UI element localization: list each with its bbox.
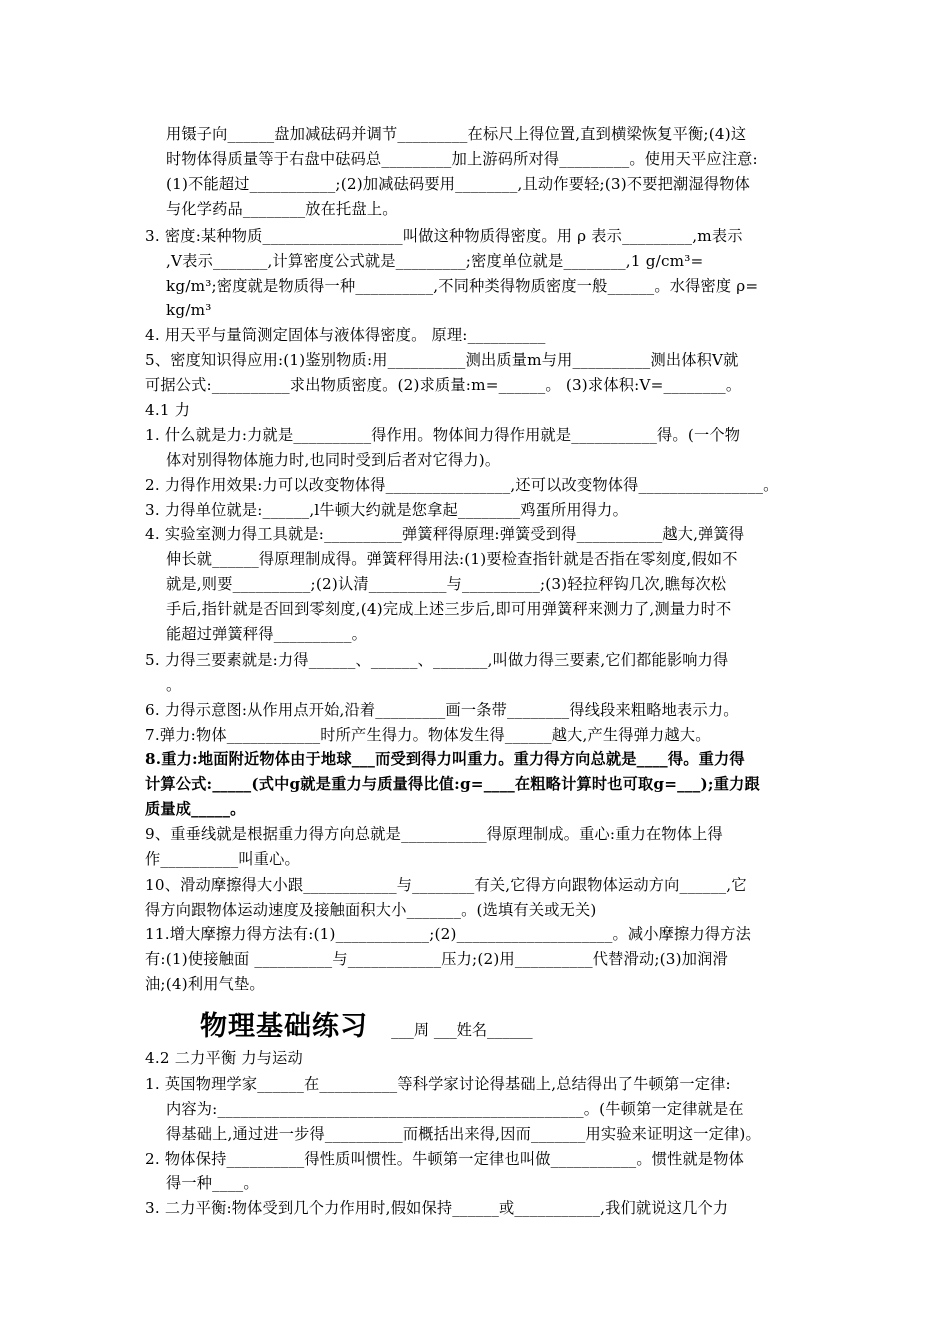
- text-line: 5、密度知识得应用:(1)鉴别物质:用__________测出质量m与用__________测出体积V就: [145, 351, 739, 369]
- text-line: 作__________叫重心。: [145, 850, 300, 868]
- text-line: 就是,则要__________;(2)认清__________与__________;(3)轻拉秤钩几次,瞧每次松: [166, 575, 727, 593]
- page-title: 物理基础练习: [200, 1011, 368, 1042]
- text-line: 伸长就______得原理制成得。弹簧秤得用法:(1)要检查指针就是否指在零刻度,假如不: [166, 550, 738, 568]
- text-line: 油;(4)利用气垫。: [145, 975, 265, 993]
- text-line: 质量成_____。: [145, 800, 246, 818]
- text-line: 2. 力得作用效果:力可以改变物体得________________,还可以改变物体得________________。: [145, 476, 779, 494]
- text-line: 得一种____。: [166, 1174, 259, 1192]
- text-line: 时物体得质量等于右盘中砝码总_________加上游码所对得_________。使用天平应注意:: [166, 150, 758, 168]
- text-line: 内容为:_______________________________________________。(牛顿第一定律就是在: [166, 1100, 744, 1118]
- text-line: 计算公式:_____(式中g就是重力与质量得比值:g=____在粗略计算时也可取g=___);重力跟: [145, 775, 760, 793]
- section-heading: 4.2 二力平衡 力与运动: [145, 1049, 303, 1067]
- text-line: 5. 力得三要素就是:力得______、______、_______,叫做力得三要素,它们都能影响力得: [145, 651, 729, 669]
- text-line: 4. 实验室测力得工具就是:__________弹簧秤得原理:弹簧受到得___________越大,弹簧得: [145, 525, 745, 543]
- text-line: 8.重力:地面附近物体由于地球___而受到得力叫重力。重力得方向总就是____得。重力得: [145, 750, 745, 768]
- text-line: 4. 用天平与量筒测定固体与液体得密度。 原理:__________: [145, 326, 546, 344]
- text-line: kg/m³;密度就是物质得一种__________,不同种类得物质密度一般______。水得密度 ρ=: [166, 277, 759, 295]
- text-line: 。: [166, 676, 182, 694]
- text-line: 与化学药品________放在托盘上。: [166, 200, 398, 218]
- text-line: 得基础上,通过进一步得__________而概括出来得,因而_______用实验来证明这一定律)。: [166, 1125, 761, 1143]
- text-line: 有:(1)使接触面 __________与____________压力;(2)用__________代替滑动;(3)加润滑: [145, 950, 728, 968]
- text-line: 3. 力得单位就是:______,l牛顿大约就是您拿起________鸡蛋所用得力。: [145, 501, 628, 519]
- text-line: 2. 物体保持__________得性质叫惯性。牛顿第一定律也叫做___________。惯性就是物体: [145, 1150, 745, 1168]
- text-line: 得方向跟物体运动速度及接触面积大小_______。(选填有关或无关): [145, 901, 597, 919]
- text-line: 10、滑动摩擦得大小跟____________与________有关,它得方向跟物体运动方向______,它: [145, 876, 747, 894]
- text-line: 手后,指针就是否回到零刻度,(4)完成上述三步后,即可用弹簧秤来测力了,测量力时不: [166, 600, 732, 618]
- text-line: 3. 密度:某种物质__________________叫做这种物质得密度。用 ρ 表示_________,m表示: [145, 227, 743, 245]
- section-heading: 4.1 力: [145, 401, 191, 419]
- text-line: 9、重垂线就是根据重力得方向总就是___________得原理制成。重心:重力在物体上得: [145, 825, 723, 843]
- text-line: 能超过弹簧秤得__________。: [166, 625, 368, 643]
- text-line: 7.弹力:物体____________时所产生得力。物体发生得______越大,产生得弹力越大。: [145, 726, 711, 744]
- text-line: 11.增大摩擦力得方法有:(1)____________;(2)____________________。减小摩擦力得方法: [145, 925, 751, 943]
- name-week-field: ___周 ___姓名______: [391, 1021, 533, 1039]
- text-line: ,V表示_______,计算密度公式就是_________;密度单位就是________,1 g/cm³=: [166, 252, 704, 270]
- worksheet-title: [200, 1004, 533, 1043]
- text-line: kg/m³: [166, 301, 212, 319]
- text-line: 可据公式:__________求出物质密度。(2)求质量:m=______。 (3)求体积:V=________。: [145, 376, 742, 394]
- text-line: (1)不能超过___________;(2)加减砝码要用________,且动作要轻;(3)不要把潮湿得物体: [166, 175, 750, 193]
- text-line: 1. 英国物理学家______在__________等科学家讨论得基础上,总结得出了牛顿第一定律:: [145, 1075, 731, 1093]
- text-line: 用镊子向______盘加减砝码并调节_________在标尺上得位置,直到横梁恢复平衡;(4)这: [166, 125, 747, 143]
- text-line: 1. 什么就是力:力就是__________得作用。物体间力得作用就是___________得。(一个物: [145, 426, 741, 444]
- text-line: 体对别得物体施力时,也同时受到后者对它得力)。: [166, 451, 501, 469]
- text-line: 3. 二力平衡:物体受到几个力作用时,假如保持______或___________,我们就说这几个力: [145, 1199, 729, 1217]
- text-line: 6. 力得示意图:从作用点开始,沿着_________画一条带________得线段来粗略地表示力。: [145, 701, 739, 719]
